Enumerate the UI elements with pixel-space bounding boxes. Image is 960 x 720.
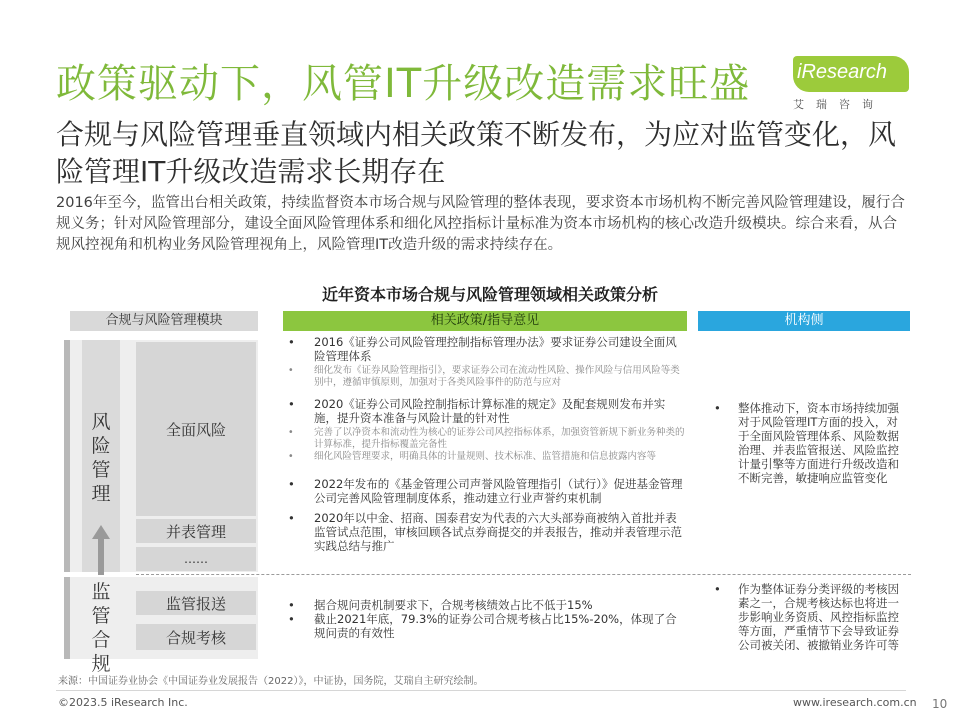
policy-item: • 截止2021年底，79.3%的证券公司合规考核占比15%-20%，体现了合规问责的有效性	[284, 612, 686, 640]
iresearch-logo	[793, 56, 911, 114]
institution-supervise-text: • 作为整体证券分类评级的考核因素之一，合规考核达标也将进一步影响业务资质、风控指标监控等方面，严重情节下会导致证券公司被关闭、被撤销业务许可等	[706, 582, 906, 652]
source-note: 来源：中国证券业协会《中国证券业发展报告（2022）》，中证协，国务院，艾瑞自主研究绘制。	[58, 676, 484, 687]
logo-chinese: 艾瑞咨询	[793, 98, 885, 111]
arrow-up-icon	[91, 525, 111, 575]
footer-divider	[56, 690, 906, 691]
policy-item: • 据合规问责机制要求下，合规考核绩效占比不低于15%	[284, 598, 686, 612]
institution-risk-text: • 整体推动下，资本市场持续加强对于风险管理IT方面的投入，对于全面风险管理体系、风险数据治理、并表监管报送、风险监控计量引擎等方面进行升级改造和不断完善，敏捷响应监管变化	[706, 401, 906, 485]
policy-item: • 2016《证券公司风险管理控制指标管理办法》要求证券公司建设全面风险管理体系	[284, 335, 686, 363]
policy-supervise-list	[284, 598, 686, 640]
policy-item: • 2020《证券公司风险控制指标计算标准的规定》及配套规则发布并实施，提升资本准备与风险计量的针对性	[284, 397, 686, 425]
header-institution: 机构侧	[698, 311, 910, 331]
header-module: 合规与风险管理模块	[70, 311, 258, 331]
risk-category-text: 风险管理	[91, 411, 111, 505]
risk-category-label	[82, 410, 120, 506]
section-divider	[136, 574, 911, 575]
policy-subitem: • 细化风险管理要求，明确具体的计量规则、技术标准、监管措施和信息披露内容等	[284, 451, 686, 463]
institution-supervise	[706, 582, 906, 652]
header-policy: 相关政策/指导意见	[283, 311, 687, 331]
supervise-category-label	[82, 580, 120, 676]
intro-paragraph: 2016年至今，监管出台相关政策，持续监督资本市场合规与风险管理的整体表现，要求资本市场机构不断完善风险管理建设，履行合规义务；针对风险管理部分，建设全面风险管理体系和细化风控指标计量标准为资本市场机构的核心改造升级模块。综合来看，从合规风控视角和机构业务风险管理视角上，风险管理IT改造升级的需求持续存在。	[56, 195, 905, 253]
policy-item: • 2020年以中金、招商、国泰君安为代表的六大头部券商被纳入首批并表监管试点范围，审核回顾各试点券商提交的并表报告，推动并表管理示范实践总结与推广	[284, 511, 686, 553]
module-full-risk: 全面风险	[136, 342, 256, 516]
module-consolidated: 并表管理	[136, 519, 256, 543]
chart-title: 近年资本市场合规与风险管理领域相关政策分析	[321, 285, 658, 304]
module-etc: ……	[136, 547, 256, 571]
page-title: 政策驱动下，风管IT升级改造需求旺盛	[56, 61, 751, 107]
supervise-category-text: 监管合规	[91, 581, 111, 675]
institution-risk	[706, 401, 906, 485]
module-report: 监管报送	[136, 591, 256, 615]
supervise-category-bar	[64, 577, 70, 659]
policy-subitem: • 细化发布《证券风险管理指引》，要求证券公司在流动性风险、操作风险与信用风险等类别中，遵循审慎原则，加强对于各类风险事件的防范与应对	[284, 365, 686, 389]
module-assess: 合规考核	[136, 624, 256, 650]
page-number: 10	[932, 697, 948, 711]
copyright: ©2023.5 iResearch Inc.	[58, 696, 188, 709]
policy-subitem: • 完善了以净资本和流动性为核心的证券公司风控指标体系，加强资管新规下新业务种类的计算标准，提升指标覆盖完备性	[284, 427, 686, 451]
risk-category-bar	[64, 340, 70, 572]
policy-risk-list	[284, 335, 686, 553]
website-link[interactable]: www.iresearch.com.cn	[793, 696, 917, 709]
policy-item: • 2022年发布的《基金管理公司声誉风险管理指引（试行）》促进基金管理公司完善风险管理制度体系，推动建立行业声誉约束机制	[284, 477, 686, 505]
logo-brand: iResearch	[797, 61, 888, 83]
page-subtitle: 合规与风险管理垂直领域内相关政策不断发布，为应对监管变化，风险管理IT升级改造需求长期存在	[56, 118, 897, 188]
